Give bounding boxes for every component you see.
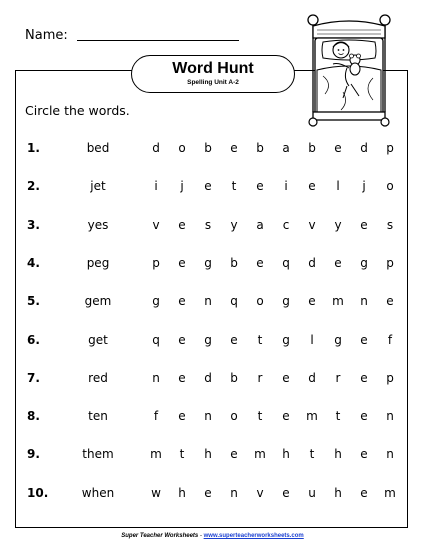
letter[interactable]: g	[152, 294, 160, 309]
letter[interactable]: e	[334, 141, 342, 155]
row-number: 1.	[27, 141, 40, 155]
letter[interactable]: e	[230, 332, 238, 347]
letter[interactable]: j	[362, 179, 366, 194]
letter[interactable]: q	[230, 294, 238, 309]
letter[interactable]: i	[284, 179, 288, 194]
letter[interactable]: n	[360, 294, 368, 309]
letter[interactable]: d	[308, 370, 316, 385]
letter[interactable]: h	[178, 485, 186, 500]
title-banner	[131, 55, 295, 93]
letter[interactable]: b	[308, 141, 316, 155]
letter-sequence	[147, 409, 399, 423]
letter[interactable]: u	[308, 485, 316, 500]
letter[interactable]: h	[334, 447, 342, 462]
target-word: yes	[87, 217, 109, 232]
letter[interactable]: n	[204, 294, 212, 309]
letter[interactable]: a	[282, 141, 290, 155]
letter[interactable]: e	[360, 332, 368, 347]
row-number: 7.	[27, 370, 40, 385]
letter[interactable]: s	[386, 217, 394, 232]
letter[interactable]: e	[282, 485, 290, 500]
row-number: 6.	[27, 332, 40, 347]
footer	[0, 533, 425, 539]
letter[interactable]: f	[387, 332, 393, 347]
letter[interactable]: m	[254, 447, 266, 462]
letter[interactable]: d	[360, 141, 368, 155]
letter-sequence	[147, 141, 399, 155]
letter[interactable]: e	[178, 255, 186, 270]
target-word: bed	[86, 141, 110, 155]
letter[interactable]: n	[204, 409, 212, 424]
letter[interactable]: b	[204, 141, 212, 155]
target-word: gem	[84, 294, 112, 309]
letter[interactable]: e	[230, 141, 238, 155]
letter[interactable]: e	[230, 447, 238, 462]
row-number: 3.	[27, 217, 40, 232]
letter[interactable]: b	[230, 255, 238, 270]
letter[interactable]: t	[257, 332, 263, 347]
letter[interactable]: e	[178, 294, 186, 309]
letter[interactable]: t	[309, 447, 315, 462]
row-number: 2.	[27, 179, 40, 194]
letter[interactable]: e	[360, 409, 368, 424]
target-word: them	[82, 447, 114, 462]
letter-sequence	[147, 179, 399, 193]
letter-sequence	[147, 294, 399, 308]
letter[interactable]: d	[308, 255, 316, 270]
letter[interactable]: m	[306, 409, 318, 424]
letter[interactable]: t	[179, 447, 185, 462]
letter[interactable]: e	[360, 370, 368, 385]
letter[interactable]: e	[204, 485, 212, 500]
letter[interactable]: e	[256, 179, 264, 194]
letter[interactable]: e	[334, 255, 342, 270]
word-row	[0, 256, 425, 276]
letter[interactable]: g	[334, 332, 342, 347]
letter[interactable]: t	[257, 409, 263, 424]
letter[interactable]: p	[386, 141, 394, 155]
letter[interactable]: l	[336, 179, 340, 194]
letter-sequence	[147, 256, 399, 270]
target-word: ten	[88, 409, 108, 424]
letter[interactable]: j	[180, 179, 184, 194]
target-word: peg	[86, 255, 110, 270]
letter-sequence	[147, 371, 399, 385]
letter[interactable]: q	[282, 255, 290, 270]
letter[interactable]: a	[256, 217, 264, 232]
row-number: 5.	[27, 294, 40, 309]
footer-link[interactable]: www.superteacherworksheets.com	[203, 533, 304, 539]
letter[interactable]: h	[282, 447, 290, 462]
footer-brand: Super Teacher Worksheets	[121, 533, 199, 539]
letter[interactable]: d	[204, 370, 212, 385]
letter[interactable]: v	[256, 485, 264, 500]
name-label: Name:	[25, 28, 68, 43]
letter[interactable]: b	[256, 141, 264, 155]
row-number: 10.	[27, 485, 49, 500]
name-line[interactable]	[77, 40, 239, 41]
letter[interactable]: m	[150, 447, 162, 462]
letter[interactable]: m	[384, 485, 396, 500]
row-number: 4.	[27, 255, 40, 270]
word-row	[0, 141, 425, 161]
letter[interactable]: w	[151, 485, 161, 500]
letter[interactable]: e	[178, 332, 186, 347]
letter[interactable]: o	[386, 179, 394, 194]
letter[interactable]: e	[204, 179, 212, 194]
letter[interactable]: e	[308, 179, 316, 194]
letter[interactable]: e	[282, 409, 290, 424]
letter[interactable]: e	[178, 409, 186, 424]
row-number: 8.	[27, 409, 40, 424]
word-row	[0, 371, 425, 391]
letter[interactable]: n	[152, 370, 160, 385]
letter[interactable]: h	[204, 447, 212, 462]
letter-sequence	[147, 333, 399, 347]
letter[interactable]: n	[230, 485, 238, 500]
page-title: Word Hunt	[172, 60, 254, 77]
letter[interactable]: g	[204, 332, 212, 347]
letter[interactable]: p	[152, 255, 160, 270]
letter[interactable]: n	[386, 409, 394, 424]
letter[interactable]: t	[335, 409, 341, 424]
letter[interactable]: r	[335, 370, 341, 385]
letter[interactable]: g	[282, 332, 290, 347]
letter[interactable]: f	[153, 409, 159, 424]
letter[interactable]: y	[230, 217, 238, 232]
letter[interactable]: b	[230, 370, 238, 385]
word-row	[0, 333, 425, 353]
letter[interactable]: n	[386, 447, 394, 462]
letter[interactable]: e	[282, 370, 290, 385]
letter[interactable]: e	[386, 294, 394, 309]
word-row	[0, 486, 425, 506]
letter[interactable]: v	[152, 217, 160, 232]
letter[interactable]: l	[310, 332, 314, 347]
letter[interactable]: v	[308, 217, 316, 232]
letter[interactable]: o	[256, 294, 264, 309]
letter[interactable]: e	[308, 294, 316, 309]
instructions: Circle the words.	[25, 103, 130, 118]
word-row	[0, 447, 425, 467]
child-in-bed-illustration	[303, 12, 395, 130]
target-word: get	[88, 332, 108, 347]
word-row	[0, 218, 425, 238]
letter[interactable]: d	[152, 141, 160, 155]
word-row	[0, 179, 425, 199]
page-subtitle: Spelling Unit A-2	[187, 79, 239, 86]
letter[interactable]: e	[178, 217, 186, 232]
letter[interactable]: e	[178, 370, 186, 385]
word-row	[0, 294, 425, 314]
letter[interactable]: e	[256, 255, 264, 270]
letter[interactable]: p	[386, 255, 394, 270]
letter[interactable]: y	[334, 217, 342, 232]
letter-sequence	[147, 447, 399, 461]
letter[interactable]: c	[282, 217, 290, 232]
letter-sequence	[147, 218, 399, 232]
letter[interactable]: g	[204, 255, 212, 270]
letter[interactable]: e	[360, 447, 368, 462]
letter[interactable]: s	[204, 217, 212, 232]
letter[interactable]: g	[360, 255, 368, 270]
letter[interactable]: i	[154, 179, 158, 194]
footer-separator: -	[199, 533, 202, 539]
letter[interactable]: h	[334, 485, 342, 500]
letter[interactable]: e	[360, 217, 368, 232]
letter[interactable]: e	[360, 485, 368, 500]
letter[interactable]: q	[152, 332, 160, 347]
target-word: when	[81, 485, 115, 500]
letter[interactable]: o	[178, 141, 186, 155]
letter-sequence	[147, 486, 399, 500]
letter[interactable]: p	[386, 370, 394, 385]
letter[interactable]: t	[231, 179, 237, 194]
target-word: red	[88, 370, 108, 385]
letter[interactable]: o	[230, 409, 238, 424]
row-number: 9.	[27, 447, 40, 462]
letter[interactable]: g	[282, 294, 290, 309]
word-row	[0, 409, 425, 429]
letter[interactable]: m	[332, 294, 344, 309]
letter[interactable]: r	[257, 370, 263, 385]
target-word: jet	[90, 179, 106, 194]
